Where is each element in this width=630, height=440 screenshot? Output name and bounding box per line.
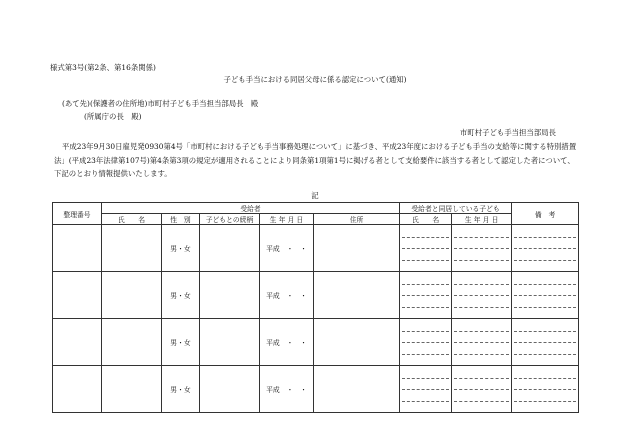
child-group-header: 受給者と同居している子ども bbox=[400, 203, 512, 214]
col-seiri-header: 整理番号 bbox=[53, 203, 102, 225]
addressee-line1: (あて先)(保護者の住所地)市町村子ども手当担当部局長 殿 bbox=[62, 99, 259, 108]
table-row bbox=[53, 366, 579, 413]
col-address-header: 住所 bbox=[314, 214, 400, 225]
recipient-group-header: 受給者 bbox=[102, 203, 400, 214]
birth-cell: 平成 ・ ・ bbox=[260, 366, 314, 413]
col-name-header: 氏 名 bbox=[102, 214, 162, 225]
sex-cell: 男・女 bbox=[162, 272, 200, 319]
birth-cell: 平成 ・ ・ bbox=[260, 225, 314, 272]
col-child-name-header: 氏 名 bbox=[400, 214, 452, 225]
col-sex-header: 性 別 bbox=[162, 214, 200, 225]
body-text: 平成23年9月30日雇児発0930第4号「市町村における子ども手当事務処理について」に基づき、平成23年度における子ども手当の支給等に関する特別措置法」(平成23年法律第107号)第4条第3項の規定が適用されることにより同条第1項第1号に掲げる者として支給要件に該当する者として認定した者について、下記のとおり情報提供いたします。 bbox=[54, 142, 577, 178]
col-child-birth-header: 生 年 月 日 bbox=[452, 214, 512, 225]
ki-heading: 記 bbox=[311, 191, 319, 200]
info-table bbox=[52, 202, 579, 413]
addressee-line2: (所属庁の長 殿) bbox=[84, 112, 142, 121]
table-row bbox=[53, 319, 579, 366]
col-remarks-header: 備 考 bbox=[512, 203, 579, 225]
birth-cell: 平成 ・ ・ bbox=[260, 272, 314, 319]
sex-cell: 男・女 bbox=[162, 319, 200, 366]
document-title: 子ども手当における同居父母に係る認定について(通知) bbox=[223, 75, 407, 84]
form-number: 様式第3号(第2条、第16条関係) bbox=[50, 63, 156, 72]
table-row bbox=[53, 272, 579, 319]
sex-cell: 男・女 bbox=[162, 366, 200, 413]
col-birth-header: 生 年 月 日 bbox=[260, 214, 314, 225]
col-relation-header: 子どもとの続柄 bbox=[200, 214, 260, 225]
table-row bbox=[53, 225, 579, 272]
sex-cell: 男・女 bbox=[162, 225, 200, 272]
birth-cell: 平成 ・ ・ bbox=[260, 319, 314, 366]
issuer: 市町村子ども手当担当部局長 bbox=[459, 128, 556, 137]
